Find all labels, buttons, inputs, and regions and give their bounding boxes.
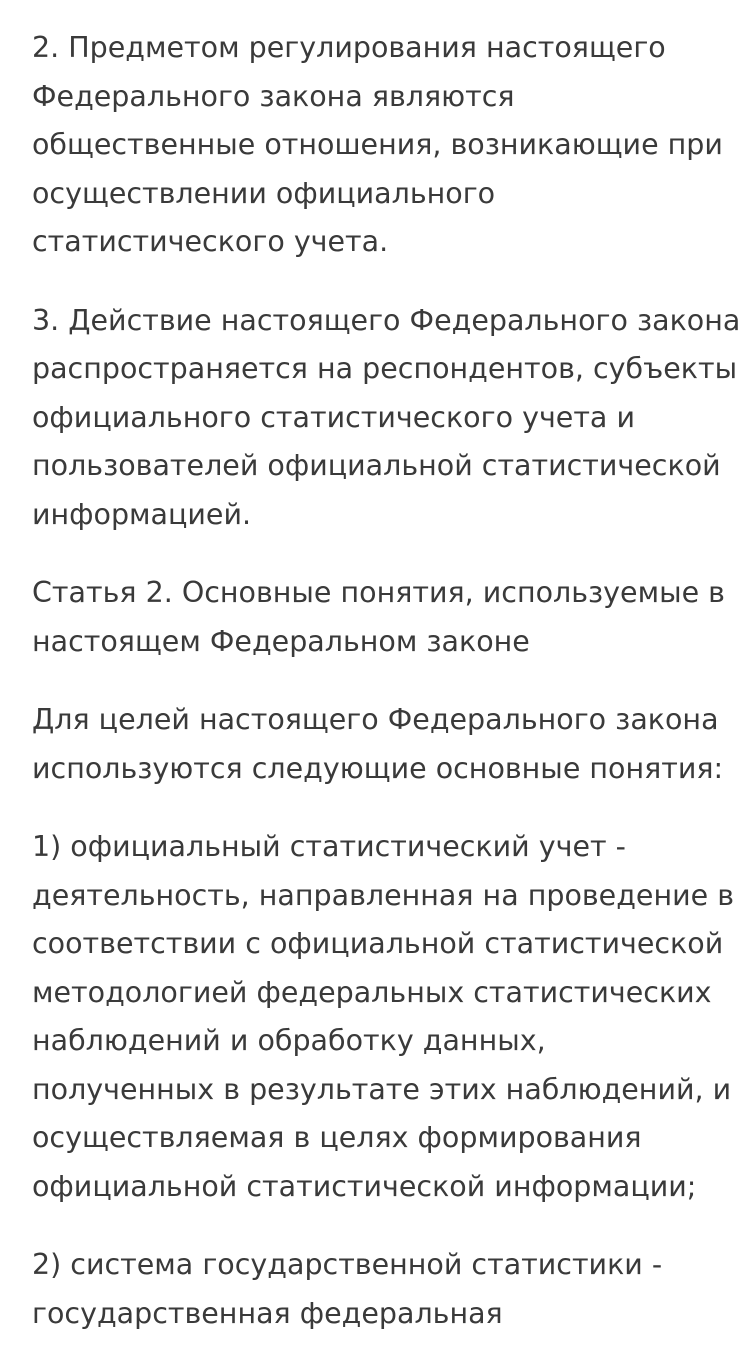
text-line: наблюдений и обработку данных,: [32, 1024, 546, 1057]
text-line: 3. Действие настоящего Федерального закона: [32, 303, 741, 337]
text-line: общественные отношения, возникающие при: [32, 128, 723, 161]
text-line: настоящем Федеральном законе: [32, 624, 530, 658]
text-line: методологией федеральных статистических: [32, 975, 712, 1009]
text-line: официальной статистической информации;: [32, 1169, 697, 1203]
text-line: 2. Предметом регулирования настоящего: [32, 31, 666, 64]
text-line: Федерального закона являются: [32, 79, 515, 113]
article-2-heading: [32, 569, 732, 666]
document-body: [32, 24, 741, 1368]
text-line: распространяется на респондентов, субъекты: [32, 352, 738, 385]
text-line: пользователей официальной статистической: [32, 449, 721, 482]
paragraph-3-scope: [32, 297, 741, 540]
text-line: статистического учета.: [32, 225, 389, 258]
text-line: государственная федеральная: [32, 1296, 503, 1330]
text-line: осуществлении официального: [32, 176, 496, 210]
definition-2: [32, 1241, 732, 1338]
paragraph-definitions-intro: [32, 696, 732, 793]
text-line: Статья 2. Основные понятия, используемые в: [32, 576, 725, 609]
text-line: официального статистического учета и: [32, 400, 635, 434]
text-line: Для целей настоящего Федерального закона: [32, 703, 719, 736]
paragraph-2-subject: [32, 24, 732, 267]
text-line: 1) официальный статистический учет -: [32, 830, 626, 863]
text-line: осуществляемая в целях формирования: [32, 1121, 642, 1154]
text-line: 2) система государственной статистики -: [32, 1248, 663, 1281]
text-line: используются следующие основные понятия:: [32, 751, 724, 785]
text-line: полученных в результате этих наблюдений, и: [32, 1072, 732, 1106]
text-line: деятельность, направленная на проведение в: [32, 878, 734, 912]
text-line: соответствии с официальной статистической: [32, 927, 724, 960]
text-line: информацией.: [32, 497, 252, 531]
definition-1: [32, 823, 732, 1211]
